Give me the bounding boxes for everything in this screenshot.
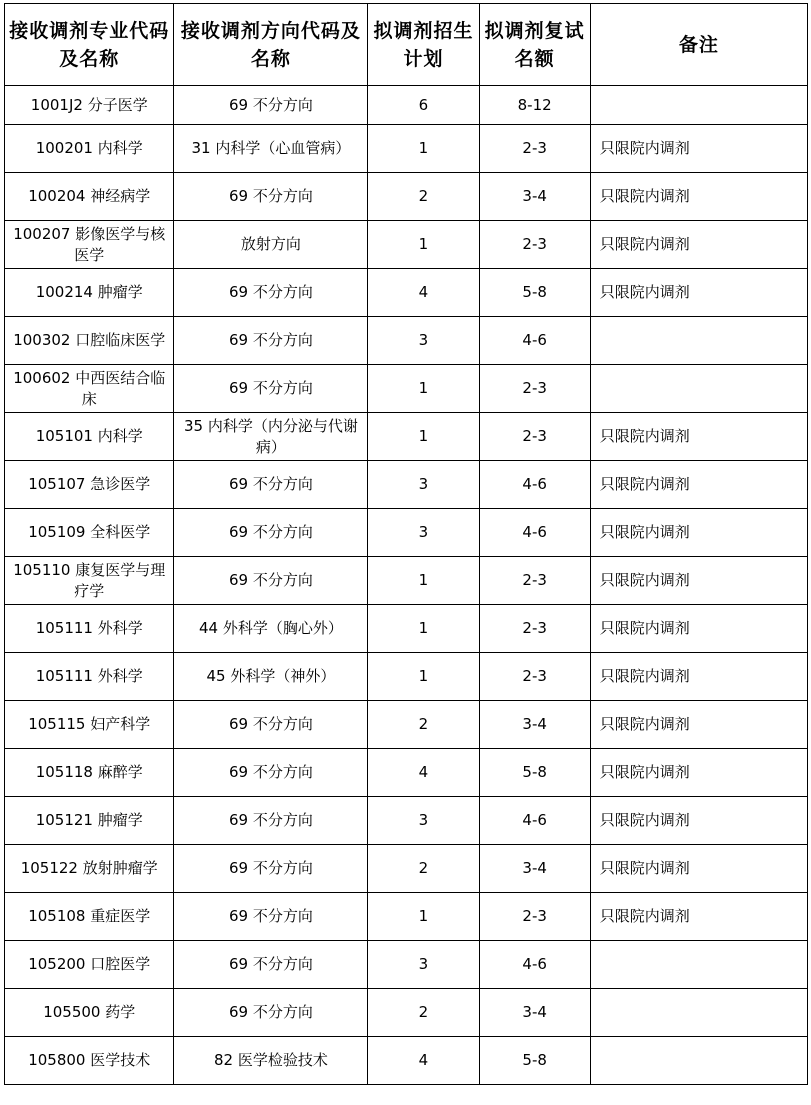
cell-major: 105108 重症医学 <box>5 893 174 941</box>
cell-direction: 69 不分方向 <box>174 557 368 605</box>
cell-direction: 69 不分方向 <box>174 461 368 509</box>
cell-note <box>590 365 807 413</box>
table-row <box>5 365 808 413</box>
table-row <box>5 653 808 701</box>
header-plan: 拟调剂招生计划 <box>368 4 479 86</box>
table-row <box>5 989 808 1037</box>
cell-note: 只限院内调剂 <box>590 221 807 269</box>
table-row <box>5 86 808 125</box>
cell-direction: 69 不分方向 <box>174 269 368 317</box>
cell-direction: 82 医学检验技术 <box>174 1037 368 1085</box>
cell-quota: 8-12 <box>479 86 590 125</box>
cell-major: 105111 外科学 <box>5 653 174 701</box>
cell-major: 100214 肿瘤学 <box>5 269 174 317</box>
cell-major: 100302 口腔临床医学 <box>5 317 174 365</box>
cell-note: 只限院内调剂 <box>590 749 807 797</box>
cell-major: 105122 放射肿瘤学 <box>5 845 174 893</box>
cell-plan: 6 <box>368 86 479 125</box>
cell-plan: 3 <box>368 461 479 509</box>
table-row <box>5 317 808 365</box>
header-major: 接收调剂专业代码及名称 <box>5 4 174 86</box>
table-row <box>5 509 808 557</box>
table-row <box>5 413 808 461</box>
cell-major: 100602 中西医结合临床 <box>5 365 174 413</box>
cell-note: 只限院内调剂 <box>590 509 807 557</box>
cell-plan: 1 <box>368 653 479 701</box>
cell-plan: 2 <box>368 173 479 221</box>
cell-note <box>590 941 807 989</box>
cell-quota: 4-6 <box>479 317 590 365</box>
cell-note: 只限院内调剂 <box>590 605 807 653</box>
cell-plan: 2 <box>368 845 479 893</box>
cell-direction: 69 不分方向 <box>174 317 368 365</box>
cell-note: 只限院内调剂 <box>590 125 807 173</box>
cell-major: 105121 肿瘤学 <box>5 797 174 845</box>
cell-quota: 3-4 <box>479 845 590 893</box>
cell-quota: 2-3 <box>479 653 590 701</box>
cell-direction: 69 不分方向 <box>174 749 368 797</box>
cell-direction: 69 不分方向 <box>174 173 368 221</box>
cell-quota: 2-3 <box>479 413 590 461</box>
cell-quota: 4-6 <box>479 461 590 509</box>
cell-quota: 4-6 <box>479 941 590 989</box>
cell-quota: 5-8 <box>479 1037 590 1085</box>
table-row <box>5 221 808 269</box>
cell-direction: 69 不分方向 <box>174 941 368 989</box>
header-row <box>5 4 808 86</box>
cell-quota: 2-3 <box>479 365 590 413</box>
cell-note: 只限院内调剂 <box>590 797 807 845</box>
cell-direction: 放射方向 <box>174 221 368 269</box>
table-row <box>5 893 808 941</box>
cell-note: 只限院内调剂 <box>590 413 807 461</box>
cell-direction: 69 不分方向 <box>174 845 368 893</box>
cell-plan: 1 <box>368 605 479 653</box>
cell-quota: 2-3 <box>479 605 590 653</box>
cell-plan: 4 <box>368 1037 479 1085</box>
cell-quota: 2-3 <box>479 557 590 605</box>
cell-quota: 5-8 <box>479 269 590 317</box>
cell-plan: 3 <box>368 797 479 845</box>
cell-note: 只限院内调剂 <box>590 653 807 701</box>
cell-plan: 1 <box>368 365 479 413</box>
adjustment-table <box>4 3 808 1085</box>
cell-quota: 2-3 <box>479 221 590 269</box>
cell-plan: 3 <box>368 317 479 365</box>
table-row <box>5 941 808 989</box>
cell-note: 只限院内调剂 <box>590 173 807 221</box>
cell-plan: 4 <box>368 269 479 317</box>
cell-quota: 2-3 <box>479 893 590 941</box>
table-row <box>5 461 808 509</box>
cell-note: 只限院内调剂 <box>590 269 807 317</box>
table-row <box>5 749 808 797</box>
cell-major: 100201 内科学 <box>5 125 174 173</box>
cell-plan: 3 <box>368 509 479 557</box>
cell-plan: 4 <box>368 749 479 797</box>
cell-major: 105115 妇产科学 <box>5 701 174 749</box>
cell-note: 只限院内调剂 <box>590 557 807 605</box>
cell-plan: 2 <box>368 701 479 749</box>
cell-direction: 31 内科学（心血管病） <box>174 125 368 173</box>
table-row <box>5 173 808 221</box>
header-quota: 拟调剂复试名额 <box>479 4 590 86</box>
cell-note: 只限院内调剂 <box>590 461 807 509</box>
cell-major: 100204 神经病学 <box>5 173 174 221</box>
cell-note <box>590 86 807 125</box>
cell-major: 100207 影像医学与核医学 <box>5 221 174 269</box>
cell-quota: 4-6 <box>479 509 590 557</box>
table-row <box>5 797 808 845</box>
table-row <box>5 557 808 605</box>
cell-direction: 69 不分方向 <box>174 893 368 941</box>
cell-direction: 69 不分方向 <box>174 989 368 1037</box>
cell-plan: 1 <box>368 221 479 269</box>
table-body <box>5 86 808 1085</box>
cell-major: 105200 口腔医学 <box>5 941 174 989</box>
cell-note: 只限院内调剂 <box>590 701 807 749</box>
cell-direction: 35 内科学（内分泌与代谢病） <box>174 413 368 461</box>
cell-major: 105110 康复医学与理疗学 <box>5 557 174 605</box>
cell-direction: 69 不分方向 <box>174 509 368 557</box>
cell-note <box>590 317 807 365</box>
cell-direction: 44 外科学（胸心外） <box>174 605 368 653</box>
cell-quota: 5-8 <box>479 749 590 797</box>
cell-major: 105500 药学 <box>5 989 174 1037</box>
cell-quota: 3-4 <box>479 989 590 1037</box>
cell-plan: 2 <box>368 989 479 1037</box>
cell-major: 105111 外科学 <box>5 605 174 653</box>
table-row <box>5 1037 808 1085</box>
cell-major: 105800 医学技术 <box>5 1037 174 1085</box>
cell-major: 105101 内科学 <box>5 413 174 461</box>
cell-note: 只限院内调剂 <box>590 845 807 893</box>
cell-quota: 3-4 <box>479 701 590 749</box>
table-row <box>5 845 808 893</box>
cell-quota: 3-4 <box>479 173 590 221</box>
header-direction: 接收调剂方向代码及名称 <box>174 4 368 86</box>
header-note: 备注 <box>590 4 807 86</box>
cell-direction: 69 不分方向 <box>174 797 368 845</box>
table-header <box>5 4 808 86</box>
cell-direction: 69 不分方向 <box>174 701 368 749</box>
cell-plan: 3 <box>368 941 479 989</box>
table-row <box>5 605 808 653</box>
table-row <box>5 701 808 749</box>
table-row <box>5 125 808 173</box>
cell-major: 105107 急诊医学 <box>5 461 174 509</box>
cell-quota: 2-3 <box>479 125 590 173</box>
cell-quota: 4-6 <box>479 797 590 845</box>
cell-major: 105118 麻醉学 <box>5 749 174 797</box>
cell-plan: 1 <box>368 557 479 605</box>
cell-plan: 1 <box>368 125 479 173</box>
cell-note <box>590 989 807 1037</box>
cell-direction: 45 外科学（神外） <box>174 653 368 701</box>
cell-note: 只限院内调剂 <box>590 893 807 941</box>
cell-major: 105109 全科医学 <box>5 509 174 557</box>
cell-direction: 69 不分方向 <box>174 86 368 125</box>
table-row <box>5 269 808 317</box>
cell-plan: 1 <box>368 413 479 461</box>
cell-plan: 1 <box>368 893 479 941</box>
cell-direction: 69 不分方向 <box>174 365 368 413</box>
cell-note <box>590 1037 807 1085</box>
cell-major: 1001J2 分子医学 <box>5 86 174 125</box>
